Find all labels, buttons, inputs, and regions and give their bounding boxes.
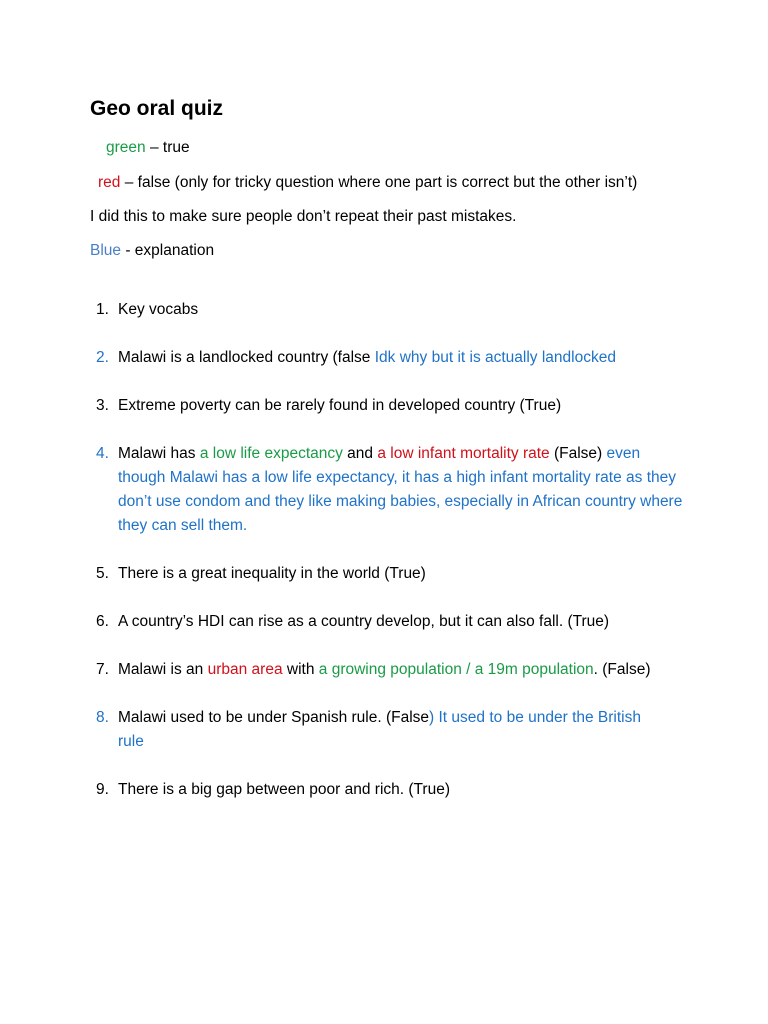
answer-text: . (False) <box>593 661 651 678</box>
question-text: There is a big gap between poor and rich. (True) <box>118 781 450 798</box>
document-title: Geo oral quiz <box>90 97 224 120</box>
answer-text: (False) <box>549 445 607 462</box>
question-number: 3. <box>96 397 109 414</box>
question-list <box>90 298 690 802</box>
question-text: There is a great inequality in the world (True) <box>118 565 426 582</box>
true-part-text: a low life expectancy <box>199 445 343 462</box>
legend-blue-word: Blue <box>90 242 122 259</box>
explanation-text: even though Malawi has a low life expectancy, it has a high infant mortality rate as they don’t use condom and they like making babies, especially in African country where they can sell them. <box>118 445 683 534</box>
question-number: 9. <box>96 781 109 798</box>
question-number: 7. <box>96 661 109 678</box>
question-item-1 <box>90 298 690 322</box>
question-text: and <box>342 445 378 462</box>
question-text: Key vocabs <box>118 301 199 318</box>
question-item-4 <box>90 442 690 538</box>
question-number: 1. <box>96 301 109 318</box>
question-text: with <box>282 661 319 678</box>
question-item-6 <box>90 610 690 634</box>
true-part-text: a growing population / a 19m population <box>318 661 594 678</box>
question-text: Malawi is a landlocked country (false <box>118 349 375 366</box>
question-number: 6. <box>96 613 109 630</box>
legend-blue-text: - explanation <box>121 242 215 259</box>
question-text: A country’s HDI can rise as a country develop, but it can also fall. (True) <box>118 613 610 630</box>
question-number: 4. <box>96 445 109 462</box>
question-number: 2. <box>96 349 109 366</box>
explanation-text: ) It used to be under the British rule <box>118 709 641 750</box>
false-part-text: urban area <box>207 661 283 678</box>
question-item-2 <box>90 346 690 370</box>
false-part-text: a low infant mortality rate <box>377 445 550 462</box>
legend-green-line <box>106 137 190 159</box>
question-number: 8. <box>96 709 109 726</box>
question-item-9 <box>90 778 690 802</box>
legend-red-word: red <box>98 174 121 191</box>
question-number: 5. <box>96 565 109 582</box>
legend-red-line <box>98 172 637 194</box>
question-item-5 <box>90 562 690 586</box>
question-text: Malawi has <box>118 445 200 462</box>
legend-note: I did this to make sure people don’t repeat their past mistakes. <box>90 208 517 225</box>
legend-green-text: – true <box>145 139 190 156</box>
legend-green-word: green <box>106 139 146 156</box>
question-item-3 <box>90 394 690 418</box>
question-text: Extreme poverty can be rarely found in developed country (True) <box>118 397 562 414</box>
question-item-8 <box>90 706 690 754</box>
question-text: Malawi used to be under Spanish rule. (False <box>118 709 430 726</box>
legend-blue-line <box>90 240 214 262</box>
question-item-7 <box>90 658 690 682</box>
legend-red-text: – false (only for tricky question where one part is correct but the other isn’t) <box>120 174 638 191</box>
question-text: Malawi is an <box>118 661 208 678</box>
explanation-text: Idk why but it is actually landlocked <box>374 349 616 366</box>
